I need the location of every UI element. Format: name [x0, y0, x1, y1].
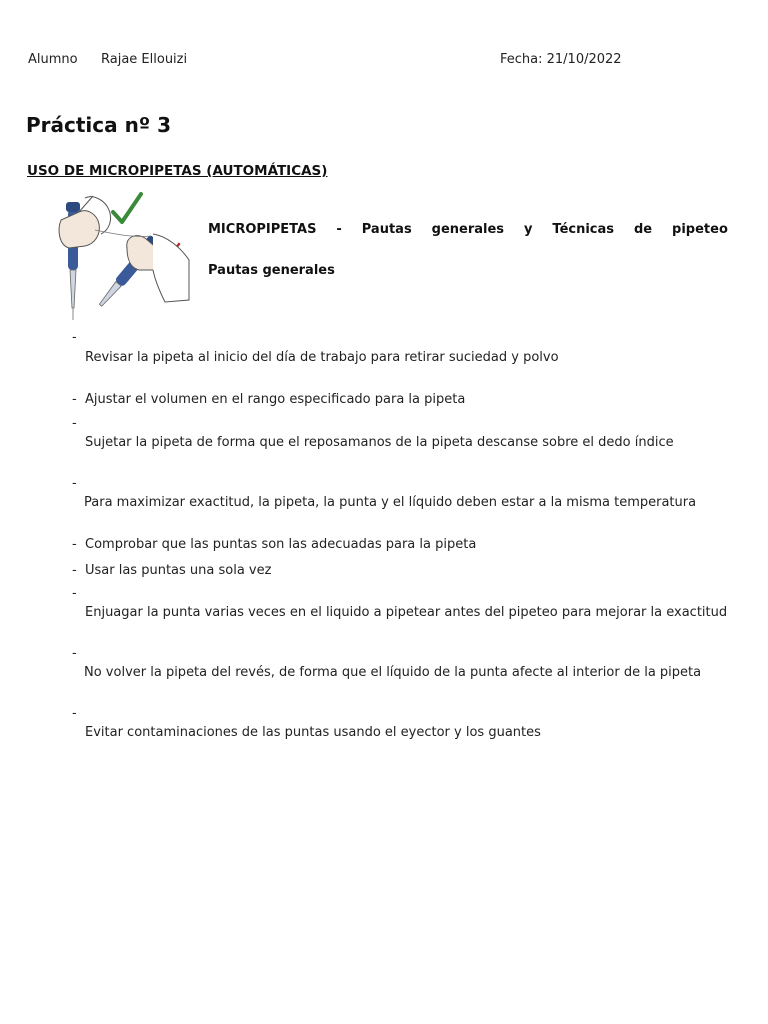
- section-label: Pautas generales: [208, 263, 335, 278]
- list-item: Para maximizar exactitud, la pipeta, la punta y el líquido deben estar a la misma temperatura: [84, 495, 697, 510]
- heading-word: pipeteo: [672, 222, 728, 237]
- heading-word: y: [523, 222, 533, 237]
- list-item: Ajustar el volumen en el rango especificado para la pipeta: [85, 392, 466, 407]
- heading-word: de: [633, 222, 653, 237]
- page-title: Práctica nº 3: [26, 113, 171, 137]
- list-item: Sujetar la pipeta de forma que el reposamanos de la pipeta descanse sobre el dedo índice: [85, 435, 674, 450]
- list-item: Revisar la pipeta al inicio del día de trabajo para retirar suciedad y polvo: [85, 350, 559, 365]
- list-item: Enjuagar la punta varias veces en el liquido a pipetear antes del pipeteo para mejorar la exactitud: [85, 605, 728, 620]
- section-subtitle: USO DE MICROPIPETAS (AUTOMÁTICAS): [27, 163, 328, 179]
- list-item: No volver la pipeta del revés, de forma que el líquido de la punta afecte al interior de la pipeta: [84, 665, 702, 680]
- list-bullet: -: [72, 330, 77, 345]
- date-text: Fecha: 21/10/2022: [500, 52, 622, 67]
- micropipette-technique-illustration-icon: [55, 190, 195, 325]
- list-item: Evitar contaminaciones de las puntas usando el eyector y los guantes: [85, 725, 541, 740]
- list-item: Usar las puntas una sola vez: [85, 563, 272, 578]
- heading-word: generales: [431, 222, 505, 237]
- list-bullet: -: [72, 392, 77, 407]
- heading-word: MICROPIPETAS: [208, 222, 317, 237]
- heading-word: Técnicas: [552, 222, 615, 237]
- list-bullet: -: [72, 537, 77, 552]
- list-bullet: -: [72, 476, 77, 491]
- heading-micropipetas: [208, 222, 728, 237]
- list-bullet: -: [72, 646, 77, 661]
- heading-word: Pautas: [361, 222, 412, 237]
- list-bullet: -: [72, 586, 77, 601]
- list-item: Comprobar que las puntas son las adecuadas para la pipeta: [85, 537, 477, 552]
- list-bullet: -: [72, 563, 77, 578]
- list-bullet: -: [72, 706, 77, 721]
- list-bullet: -: [72, 416, 77, 431]
- student-name: Rajae Ellouizi: [101, 52, 188, 67]
- heading-word: -: [336, 222, 342, 237]
- student-label: Alumno: [28, 52, 78, 67]
